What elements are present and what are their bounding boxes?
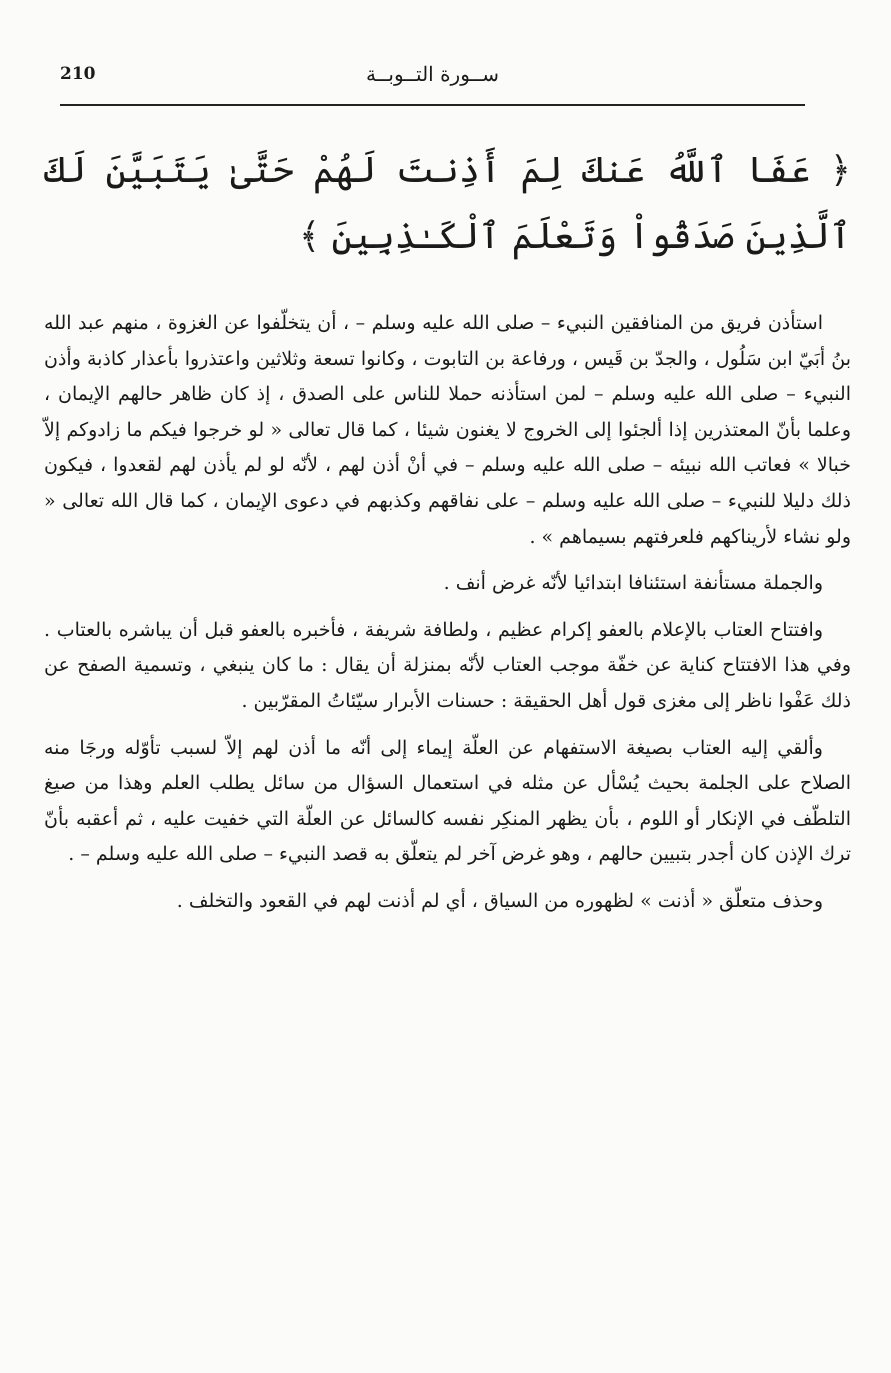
paragraph: وافتتاح العتاب بالإعلام بالعفو إكرام عظيم ، ولطافة شريفة ، فأخبره بالعفو قبل أن يباشره بالعتاب . وفي هذا الافتتاح كناية عن خفّة موجب العتاب لأنّه بمنزلة أن يقال : ما كان ينبغي ، وتسمية الصفح عن ذلك عَفْوا ناظر إلى مغزى قول أهل الحقيقة : حسنات الأبرار سيّئاتُ المقرّبين . [44,618,851,712]
page-header [60,58,805,106]
surah-title: ســورة التــوبــة [365,62,500,86]
paragraph: والجملة مستأنفة استئنافا ابتدائيا لأنّه غرض أنف . [443,572,823,595]
paragraph: وألقي إليه العتاب بصيغة الاستفهام عن العلّة إيماء إلى أنّه ما أذن لهم إلاّ لسبب تأوّله ورجَا منه الصلاح على الجلمة بحيث يُسْأل عن مثله في استعمال السؤال من سائل يطلب العلم وهذا من صيغ التلطّف في الإنكار أو اللوم ، بأن يظهر المنكِر نفسه كالسائل عن العلّة التي خفيت عليه ، ثم أعقبه بأنّ ترك الإذن كان أجدر بتبيين حالهم ، وهو غرض آخر لم يتعلّق به قصد النبيء – صلى الله عليه وسلم – . [44,736,851,866]
page-number: 210 [60,64,96,84]
paragraph: وحذف متعلّق « أذنت » لظهوره من السياق ، أي لم أذنت لهم في القعود والتخلف . [176,889,823,912]
paragraph: استأذن فريق من المنافقين النبيء – صلى الله عليه وسلم – ، أن يتخلّفوا عن الغزوة ، منهم عبد الله بنُ أبَيّ ابن سَلُول ، والجدّ بن قَيس ، ورفاعة بن التابوت ، وكانوا تسعة وثلاثين واعتذروا بأعذار كاذبة وأذن النبيء – صلى الله عليه وسلم – لمن استأذنه حملا للناس على الصدق ، إذ كان ظاهر حالهم الإيمان ، وعلما بأنّ المعتذرين إذا ألجئوا إلى الخروج لا يغنون شيئا ، كما قال تعالى « لو خرجوا فيكم ما زادوكم إلاّ خبالا » فعاتب الله نبيئه – صلى الله عليه وسلم – في أنْ أذن لهم ، لأنّه لو لم يأذن لهم لقعدوا ، فيكون ذلك دليلا للنبيء – صلى الله عليه وسلم – على نفاقهم وكذبهم في دعوى الإيمان ، كما قال الله تعالى « ولو نشاء لأريناكهم فلعرفتهم بسيماهم » . [44,312,851,548]
commentary-text [44,306,851,931]
quran-verse: ﴿ عَفَا ٱللَّهُ عَنكَ لِمَ أَذِنتَ لَهُمْ حَتَّىٰ يَتَبَيَّنَ لَكَ ٱلَّذِينَ صَدَقُواْ وَتَعْلَمَ ٱلْكَـٰذِبِينَ ﴾ [44,150,851,257]
